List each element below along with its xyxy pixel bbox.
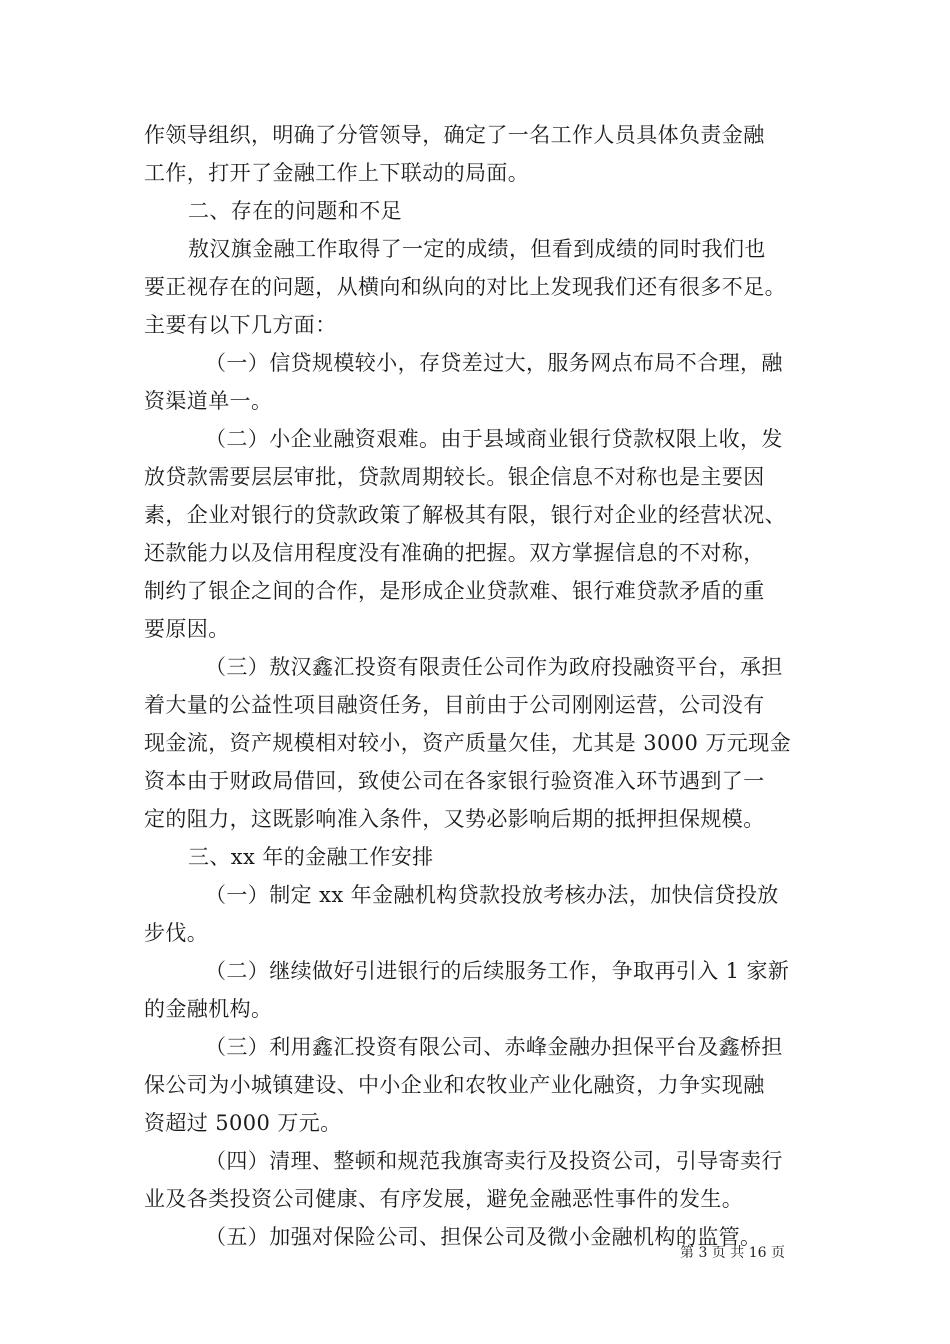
paragraph-line: 资渠道单一。 bbox=[144, 389, 273, 413]
paragraph-line: 定的阻力，这既影响准入条件，又势必影响后期的抵押担保规模。 bbox=[144, 807, 765, 831]
paragraph-line: 保公司为小城镇建设、中小企业和农牧业产业化融资，力争实现融 bbox=[144, 1073, 765, 1097]
paragraph-line: 要正视存在的问题，从横向和纵向的对比上发现我们还有很多不足。 bbox=[144, 275, 786, 299]
paragraph-line: 制约了银企之间的合作，是形成企业贷款难、银行难贷款矛盾的重 bbox=[144, 579, 765, 603]
paragraph-line: 着大量的公益性项目融资任务，目前由于公司刚刚运营，公司没有 bbox=[144, 693, 765, 717]
paragraph-line: （三）利用鑫汇投资有限公司、赤峰金融办担保平台及鑫桥担 bbox=[205, 1035, 783, 1059]
section-heading: 二、存在的问题和不足 bbox=[188, 199, 402, 223]
section-heading: 三、xx 年的金融工作安排 bbox=[188, 845, 434, 869]
paragraph-line: 业及各类投资公司健康、有序发展，避免金融恶性事件的发生。 bbox=[144, 1187, 744, 1211]
paragraph-line: 的金融机构。 bbox=[144, 997, 273, 1021]
paragraph-line: （一）制定 xx 年金融机构贷款投放考核办法，加快信贷投放 bbox=[205, 883, 779, 907]
paragraph-line: （二）小企业融资艰难。由于县域商业银行贷款权限上收，发 bbox=[205, 427, 783, 451]
paragraph-line: 现金流，资产规模相对较小，资产质量欠佳，尤其是 3000 万元现金 bbox=[144, 731, 791, 755]
paragraph-line: 资本由于财政局借回，致使公司在各家银行验资准入环节遇到了一 bbox=[144, 769, 765, 793]
paragraph-line: 敖汉旗金融工作取得了一定的成绩，但看到成绩的同时我们也 bbox=[188, 237, 766, 261]
paragraph-line: 要原因。 bbox=[144, 617, 230, 641]
paragraph-line: 资超过 5000 万元。 bbox=[144, 1111, 342, 1135]
paragraph-line: 素，企业对银行的贷款政策了解极其有限，银行对企业的经营状况、 bbox=[144, 503, 786, 527]
paragraph-line: 步伐。 bbox=[144, 921, 209, 945]
paragraph-line: （一）信贷规模较小，存贷差过大，服务网点布局不合理，融 bbox=[205, 351, 783, 375]
paragraph-line: （四）清理、整顿和规范我旗寄卖行及投资公司，引导寄卖行 bbox=[205, 1149, 783, 1173]
page-number-footer: 第 3 页 共 16 页 bbox=[680, 1245, 785, 1261]
paragraph-line: 主要有以下几方面： bbox=[144, 313, 337, 337]
paragraph-line: 工作，打开了金融工作上下联动的局面。 bbox=[144, 161, 530, 185]
paragraph-line: 放贷款需要层层审批，贷款周期较长。银企信息不对称也是主要因 bbox=[144, 465, 765, 489]
paragraph-line: 作领导组织，明确了分管领导，确定了一名工作人员具体负责金融 bbox=[144, 123, 765, 147]
paragraph-line: （二）继续做好引进银行的后续服务工作，争取再引入 1 家新 bbox=[205, 959, 790, 983]
paragraph-line: （五）加强对保险公司、担保公司及微小金融机构的监管。 bbox=[205, 1225, 762, 1249]
paragraph-line: 还款能力以及信用程度没有准确的把握。双方掌握信息的不对称， bbox=[144, 541, 765, 565]
paragraph-line: （三）敖汉鑫汇投资有限责任公司作为政府投融资平台，承担 bbox=[205, 655, 783, 679]
